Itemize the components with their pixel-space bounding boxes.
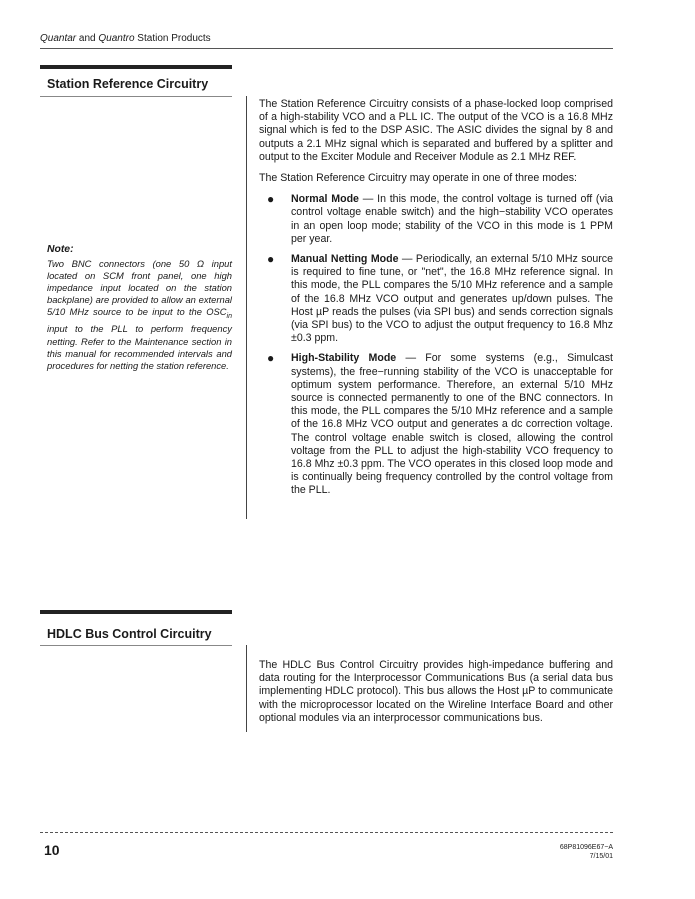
page-number: 10 [44,842,60,858]
bullet-icon: ● [267,252,275,267]
mode-name: High-Stability Mode [291,352,397,365]
header-brand-quantar: Quantar [40,33,77,44]
mode-list [259,193,613,497]
mode-name: Normal Mode [291,193,359,206]
doc-date: 7/15/01 [589,853,613,860]
station-reference-modes-intro: The Station Reference Circuitry may operate in one of three modes: [259,172,577,185]
station-reference-body [259,98,613,505]
mode-description: — For some systems (e.g., Simulcast systems), the free−running stability of the VCO is unacceptable for optimum system performance. Therefore, an external 5/10 MHz source is connected permanently to one of the BNC connectors. In this mode, the PLL compares the 5/10 MHz reference and a sample of the 16.8 MHz VCO output and generates a dc correction voltage. The control voltage enable switch is closed, allowing the control voltage from the PLL to adjust the high-stability VCO frequency to 16.8 Mhz ±0.3 ppm. The VCO operates in this closed loop mode and is continually being frequency controlled by the control voltage from the PLL. [291,352,613,497]
list-item-manual-netting-mode [259,253,613,345]
section-underline-station-reference [40,96,232,97]
mode-description: — Periodically, an external 5/10 MHz source is required to fine tune, or "net", the 16.8 MHz reference signal. In this mode, the PLL compares the 5/10 MHz reference and a sample of the 16.8 MHz VCO output and generates up/down pulses. The Host µP reads the pulses (via SPI bus) and sends correction signals (via SPI bus) to the VCO to adjust the output frequency to 16.8 Mhz ±0.3 ppm. [291,253,613,345]
section-title-station-reference: Station Reference Circuitry [47,77,209,91]
hdlc-paragraph: The HDLC Bus Control Circuitry provides high-impedance buffering and data routing for the Interprocessor Communications Bus (a serial data bus implementing HDLC protocol). This bus allows the Host µP to communicate with the microprocessor located on the Wireline Interface Board and other optional modules via an interprocessor communications bus. [259,659,613,724]
note-text-after: input to the PLL to perform frequency netting. Refer to the Maintenance section in this manual for recommended intervals and procedures for netting the station reference. [47,323,232,371]
side-note [47,244,232,372]
section-underline-hdlc [40,645,232,646]
mode-name: Manual Netting Mode [291,253,399,266]
section-bar-hdlc [40,610,232,614]
header-and: and [76,33,99,44]
column-rule-hdlc [246,645,247,732]
footer-doc-info [536,843,613,861]
list-item-high-stability-mode [259,352,613,497]
header-suffix: Station Products [134,33,211,44]
list-item-normal-mode [259,193,613,246]
section-bar-station-reference [40,65,232,69]
bullet-icon: ● [267,351,275,366]
header-rule [40,48,613,49]
running-header [40,33,211,44]
note-heading: Note: [47,244,74,255]
doc-number: 68P81096E67−A [559,844,613,851]
mode-description: — In this mode, the control voltage is turned off (via control voltage enable switch) and the high−stability VCO operates in an open loop mode; stability of the VCO in this mode is 1 PPM per year. [291,193,613,245]
station-reference-intro: The Station Reference Circuitry consists of a phase-locked loop comprised of a high-stability VCO and a PLL IC. The output of the VCO is a 16.8 MHz signal which is fed to the DSP ASIC. The ASIC divides the signal by 8 and outputs a 2.1 MHz signal which is separated and buffered by a splitter and output to the Exciter Module and Receiver Module as 2.1 MHz REF. [259,98,613,163]
header-brand-quantro: Quantro [98,33,135,44]
column-rule-station-reference [246,96,247,519]
footer-rule [40,832,613,833]
bullet-icon: ● [267,192,275,207]
hdlc-body [259,659,613,733]
section-title-hdlc: HDLC Bus Control Circuitry [47,627,212,641]
note-subscript: in [226,313,232,321]
note-text-before: Two BNC connectors (one 50 Ω input located on SCM front panel, one high impedance input located on the station backplane) are provided to allow an external 5/10 MHz source to be input to the OSC [47,258,232,318]
